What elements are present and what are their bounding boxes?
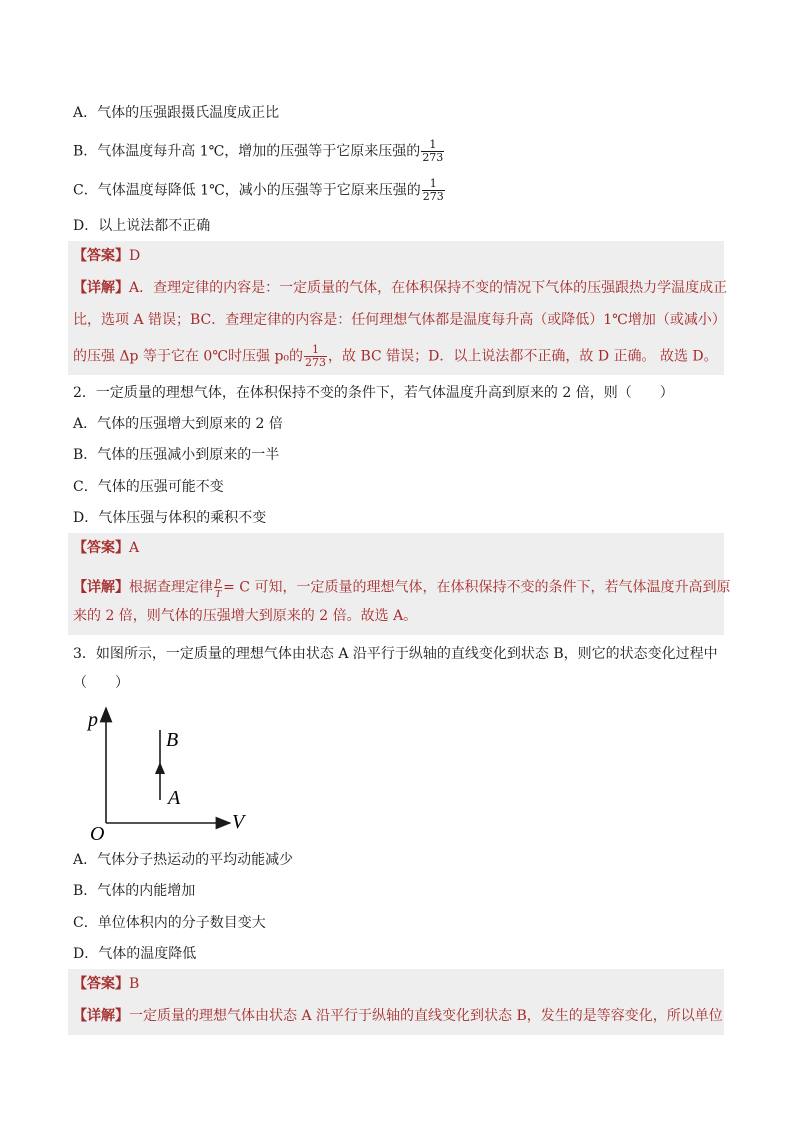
detail-label: 【详解】 bbox=[73, 579, 129, 596]
v-axis-label: V bbox=[232, 811, 245, 833]
p-v-diagram bbox=[84, 700, 254, 842]
answer-value: B bbox=[129, 976, 140, 992]
q3-answer-box bbox=[68, 969, 724, 1035]
q3-option-d: D．气体的温度降低 bbox=[73, 946, 197, 962]
q2-detail-line-2: 来的 2 倍，则气体的压强增大到原来的 2 倍。故选 A。 bbox=[73, 608, 418, 624]
fraction-p-over-t: $\frac{p}{T}$ bbox=[215, 575, 222, 600]
q1-detail-line-2: 比，选项 A 错误；BC．查理定律的内容是：任何理想气体都是温度每升高（或降低）1℃增加（或减小） bbox=[73, 312, 726, 328]
q1-answer-box bbox=[68, 241, 728, 375]
q3-stem-line-1: 3．如图所示，一定质量的理想气体由状态 A 沿平行于纵轴的直线变化到状态 B，则它的状态变化过程中 bbox=[73, 646, 718, 662]
process-arrow bbox=[155, 762, 165, 774]
detail-label: 【详解】 bbox=[73, 280, 129, 296]
fraction-1-273: $\frac{1}{273}$ bbox=[422, 138, 444, 164]
q2-detail-line-1: 【详解】根据查理定律 $\frac{p}{T}$ = C 可知，一定质量的理想气体，在体积保持不变的条件下，若气体温度升高到原 bbox=[73, 575, 731, 600]
q1-option-d: D．以上说法都不正确 bbox=[73, 218, 211, 234]
answer-value: A bbox=[129, 540, 140, 556]
point-a-label: A bbox=[168, 787, 181, 809]
q1-option-c bbox=[73, 178, 446, 203]
p-axis-label: p bbox=[88, 709, 98, 731]
q2-option-b: B．气体的压强减小到原来的一半 bbox=[73, 447, 280, 463]
fraction-1-273: $\frac{1}{273}$ bbox=[305, 343, 327, 369]
answer-label: 【答案】 bbox=[73, 248, 129, 264]
q3-option-c: C．单位体积内的分子数目变大 bbox=[73, 915, 266, 931]
origin-label: O bbox=[90, 823, 105, 842]
q1-detail-line-3: 的压强 Δp 等于它在 0℃时压强 p₀的 $\frac{1}{273}$ ，故 BC 错误；D．以上说法都不正确，故 D 正确。 故选 D。 bbox=[73, 343, 718, 369]
q2-option-c: C．气体的压强可能不变 bbox=[73, 479, 224, 495]
q1-option-c-text: C．气体温度每降低 1℃，减小的压强等于它原来压强的 bbox=[73, 182, 421, 199]
q3-option-b: B．气体的内能增加 bbox=[73, 883, 196, 899]
answer-label: 【答案】 bbox=[73, 976, 129, 992]
q3-detail-line-1: 【详解】一定质量的理想气体由状态 A 沿平行于纵轴的直线变化到状态 B，发生的是等容变化，所以单位 bbox=[73, 1008, 723, 1024]
answer-label: 【答案】 bbox=[73, 540, 129, 556]
q3-option-a: A．气体分子热运动的平均动能减少 bbox=[73, 852, 294, 868]
q1-answer bbox=[73, 247, 140, 265]
q1-option-b-text: B．气体温度每升高 1℃，增加的压强等于它原来压强的 bbox=[73, 143, 421, 160]
fraction-1-273: $\frac{1}{273}$ bbox=[422, 177, 444, 203]
q1-detail-line-1: 【详解】A．查理定律的内容是：一定质量的气体，在体积保持不变的情况下气体的压强跟热力学温度成正 bbox=[73, 280, 728, 296]
q2-answer bbox=[73, 539, 139, 557]
point-b-label: B bbox=[166, 729, 179, 751]
detail-label: 【详解】 bbox=[73, 1008, 129, 1024]
q2-stem: 2．一定质量的理想气体，在体积保持不变的条件下，若气体温度升高到原来的 2 倍，则（ ） bbox=[73, 385, 674, 401]
q1-option-a: A．气体的压强跟摄氏温度成正比 bbox=[73, 105, 280, 121]
q1-option-b bbox=[73, 139, 445, 164]
q2-option-a: A．气体的压强增大到原来的 2 倍 bbox=[73, 416, 283, 432]
q3-stem-line-2: （ ） bbox=[73, 675, 129, 691]
q3-answer bbox=[73, 975, 139, 993]
answer-value: D bbox=[129, 248, 141, 264]
q2-answer-box bbox=[68, 533, 731, 635]
q2-option-d: D．气体压强与体积的乘积不变 bbox=[73, 510, 267, 526]
